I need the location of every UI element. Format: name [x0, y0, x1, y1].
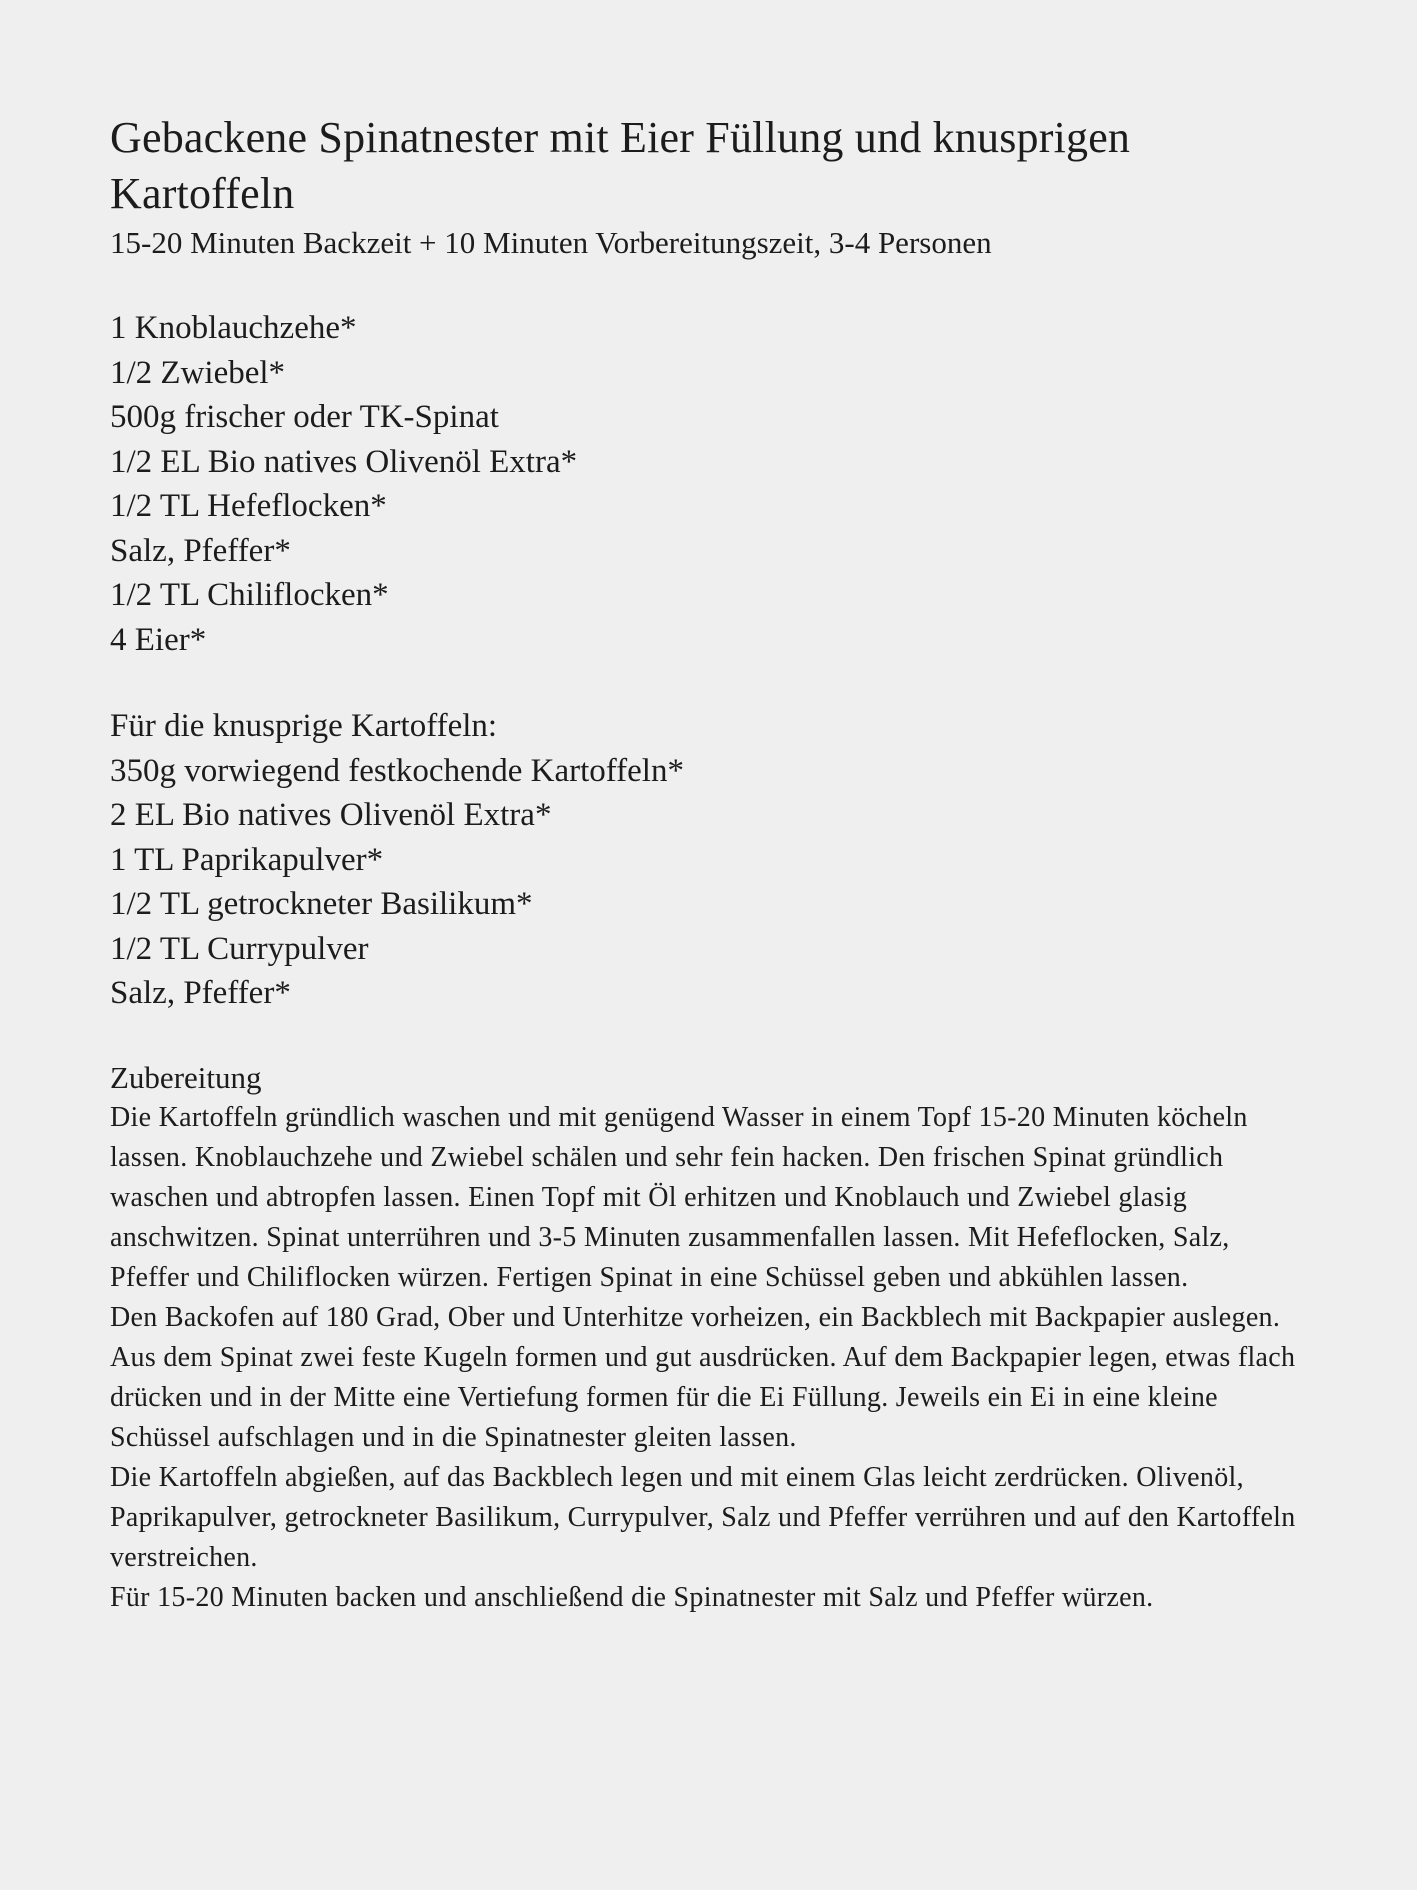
ingredient-item: 1/2 TL Hefeflocken*: [110, 488, 387, 524]
ingredient-item: 500g frischer oder TK-Spinat: [110, 399, 499, 435]
ingredient-item: 4 Eier*: [110, 621, 207, 658]
preparation-heading: Zubereitung: [110, 1059, 262, 1095]
recipe-subtitle: 15-20 Minuten Backzeit + 10 Minuten Vorbereitungszeit, 3-4 Personen: [110, 225, 992, 260]
preparation-paragraph: Den Backofen auf 180 Grad, Ober und Unterhitze vorheizen, ein Backblech mit Backpapier auslegen.: [110, 1301, 1281, 1333]
potatoes-heading: Für die knusprige Kartoffeln:: [110, 708, 498, 744]
ingredient-item: 1/2 EL Bio natives Olivenöl Extra*: [110, 443, 578, 480]
preparation-paragraph: Aus dem Spinat zwei feste Kugeln formen und gut ausdrücken. Auf dem Backpapier legen, etwas flach drücken und in der Mitte eine Vertiefung formen für die Ei Füllung. Jeweils ein Ei in eine kleine Schüssel aufschlagen und in die Spinatnester gleiten lassen.: [110, 1341, 1296, 1453]
preparation-paragraph: Die Kartoffeln abgießen, auf das Backblech legen und mit einem Glas leicht zerdrücken. Olivenöl, Paprikapulver, getrockneter Basilikum, Currypulver, Salz und Pfeffer verrühren und auf den Kartoffeln verstreichen.: [110, 1461, 1296, 1573]
potato-ingredient-item: 350g vorwiegend festkochende Kartoffeln*: [110, 752, 684, 789]
potato-ingredient-item: 2 EL Bio natives Olivenöl Extra*: [110, 797, 552, 833]
potato-ingredient-item: Salz, Pfeffer*: [110, 975, 291, 1011]
potato-ingredient-item: 1 TL Paprikapulver*: [110, 841, 384, 878]
preparation-paragraph: Die Kartoffeln gründlich waschen und mit genügend Wasser in einem Topf 15-20 Minuten köcheln lassen. Knoblauchzehe und Zwiebel schälen und sehr fein hacken. Den frischen Spinat gründlich waschen und abtropfen lassen. Einen Topf mit Öl erhitzen und Knoblauch und Zwiebel glasig anschwitzen. Spinat unterrühren und 3-5 Minuten zusammenfallen lassen. Mit Hefeflocken, Salz, Pfeffer und Chiliflocken würzen. Fertigen Spinat in eine Schüssel geben und abkühlen lassen.: [110, 1101, 1248, 1293]
preparation-paragraph: Für 15-20 Minuten backen und anschließend die Spinatnester mit Salz und Pfeffer würzen.: [110, 1581, 1154, 1613]
ingredient-item: Salz, Pfeffer*: [110, 532, 291, 569]
potato-ingredient-item: 1/2 TL Currypulver: [110, 930, 369, 967]
potato-ingredient-item: 1/2 TL getrockneter Basilikum*: [110, 886, 533, 922]
recipe-title: Gebackene Spinatnester mit Eier Füllung und knusprigen Kartoffeln: [110, 113, 1131, 218]
ingredient-item: 1/2 TL Chiliflocken*: [110, 577, 389, 613]
preparation-text: [110, 1098, 1307, 1618]
potato-ingredient-list: [110, 749, 1307, 1016]
ingredient-list: [110, 306, 1307, 662]
ingredient-item: 1/2 Zwiebel*: [110, 354, 286, 391]
ingredient-item: 1 Knoblauchzehe*: [110, 310, 357, 346]
